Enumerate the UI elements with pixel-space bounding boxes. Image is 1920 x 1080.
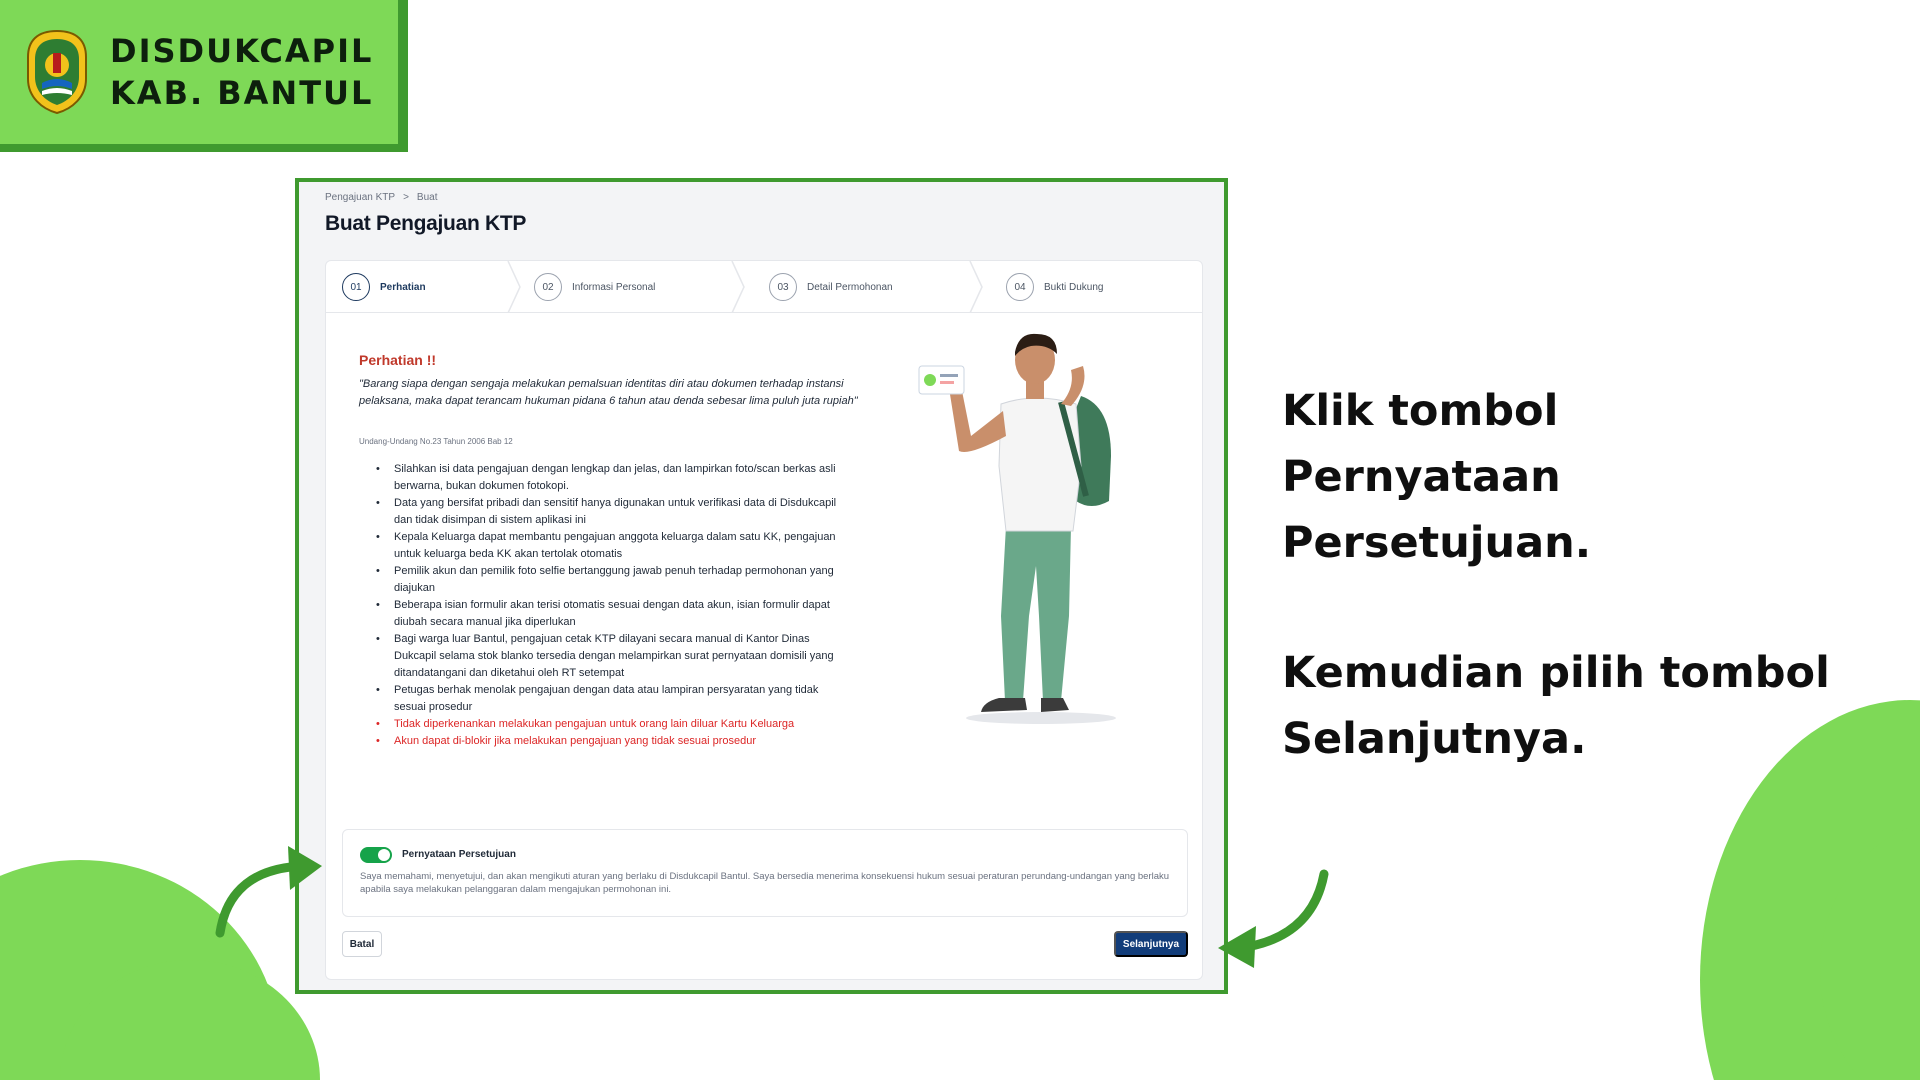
breadcrumb bbox=[325, 192, 437, 203]
breadcrumb-item-buat: Buat bbox=[416, 192, 438, 203]
list-item: • Silahkan isi data pengajuan dengan lengkap dan jelas, dan lampirkan foto/scan berkas asli berwarna, bukan dokumen fotokopi. bbox=[376, 461, 846, 495]
step-number: 01 bbox=[342, 273, 370, 301]
list-item: • Petugas berhak menolak pengajuan dengan data atau lampiran persyaratan yang tidak sesuai prosedur bbox=[376, 682, 846, 716]
rules-list bbox=[376, 461, 846, 750]
warning-quote: "Barang siapa dengan sengaja melakukan pemalsuan identitas diri atau dokumen terhadap instansi pelaksana, maka dapat terancam hukuman pidana 6 tahun atau denda sebesar lima puluh juta rupiah" bbox=[359, 378, 858, 407]
banner-line-2: KAB. BANTUL bbox=[110, 74, 374, 112]
curved-arrow-left-icon bbox=[210, 838, 330, 938]
stepper bbox=[326, 261, 1202, 313]
consent-toggle[interactable] bbox=[360, 847, 392, 863]
list-item-warning: • Akun dapat di-blokir jika melakukan pengajuan yang tidak sesuai prosedur bbox=[376, 733, 846, 750]
list-item: • Pemilik akun dan pemilik foto selfie bertanggung jawab penuh terhadap permohonan yang diajukan bbox=[376, 563, 846, 597]
law-reference: Undang-Undang No.23 Tahun 2006 Bab 12 bbox=[359, 437, 513, 446]
step-label: Informasi Personal bbox=[572, 281, 656, 293]
step-detail-permohonan[interactable] bbox=[769, 273, 893, 301]
step-label: Bukti Dukung bbox=[1044, 281, 1104, 293]
instruction-line: Selanjutnya. bbox=[1282, 714, 1587, 764]
person-with-id-card-illustration bbox=[911, 326, 1151, 726]
instruction-line: Klik tombol Pernyataan bbox=[1282, 386, 1561, 502]
consent-title[interactable]: Pernyataan Persetujuan bbox=[402, 849, 516, 860]
cancel-button[interactable]: Batal bbox=[342, 931, 382, 957]
app-screenshot bbox=[295, 178, 1228, 994]
page-title: Buat Pengajuan KTP bbox=[325, 212, 527, 235]
step-chevron-icon bbox=[968, 261, 984, 313]
list-item: • Data yang bersifat pribadi dan sensitif hanya digunakan untuk verifikasi data di Disdukcapil dan tidak disimpan di sistem aplikasi ini bbox=[376, 495, 846, 529]
instruction-step-2 bbox=[1282, 640, 1842, 772]
instruction-text bbox=[1282, 378, 1842, 772]
banner-line-1: DISDUKCAPIL bbox=[110, 32, 374, 70]
step-number: 02 bbox=[534, 273, 562, 301]
next-button[interactable]: Selanjutnya bbox=[1114, 931, 1188, 957]
instruction-line: Kemudian pilih tombol bbox=[1282, 648, 1830, 698]
step-number: 03 bbox=[769, 273, 797, 301]
step-informasi-personal[interactable] bbox=[534, 273, 655, 301]
list-item: • Bagi warga luar Bantul, pengajuan cetak KTP dilayani secara manual di Kantor Dinas Dukcapil selama stok blanko tersedia dengan melampirkan surat pernyataan domisili yang ditandatangani dan diketahui oleh RT setempat bbox=[376, 631, 846, 682]
instruction-line: Persetujuan. bbox=[1282, 518, 1592, 568]
toggle-knob bbox=[378, 849, 390, 861]
step-label: Detail Permohonan bbox=[807, 281, 893, 293]
form-card bbox=[325, 260, 1203, 980]
curved-arrow-right-icon bbox=[1212, 868, 1332, 968]
warning-title: Perhatian !! bbox=[359, 352, 437, 368]
list-item: • Beberapa isian formulir akan terisi otomatis sesuai dengan data akun, isian formulir dapat diubah secara manual jika diperlukan bbox=[376, 597, 846, 631]
bantul-seal-icon bbox=[22, 27, 92, 117]
consent-text: Saya memahami, menyetujui, dan akan mengikuti aturan yang berlaku di Disdukcapil Bantul. Saya bersedia menerima konsekuensi hukum sesuai peraturan perundang-undangan yang berlaku apabila saya melakukan pelanggaran dalam mengajukan permohonan ini. bbox=[360, 871, 1170, 895]
step-label: Perhatian bbox=[380, 281, 426, 293]
list-item-warning: • Tidak diperkenankan melakukan pengajuan untuk orang lain diluar Kartu Keluarga bbox=[376, 716, 846, 733]
consent-box bbox=[342, 829, 1188, 917]
step-number: 04 bbox=[1006, 273, 1034, 301]
list-item: • Kepala Keluarga dapat membantu pengajuan anggota keluarga dalam satu KK, pengajuan untuk keluarga beda KK akan tertolak otomatis bbox=[376, 529, 846, 563]
instruction-step-1 bbox=[1282, 378, 1842, 576]
step-chevron-icon bbox=[730, 261, 746, 313]
step-bukti-dukung[interactable] bbox=[1006, 273, 1103, 301]
breadcrumb-item-pengajuan[interactable]: Pengajuan KTP bbox=[325, 192, 396, 203]
step-chevron-icon bbox=[506, 261, 522, 313]
step-perhatian[interactable] bbox=[342, 273, 426, 301]
breadcrumb-separator: > bbox=[403, 192, 409, 203]
header-banner bbox=[0, 0, 408, 152]
